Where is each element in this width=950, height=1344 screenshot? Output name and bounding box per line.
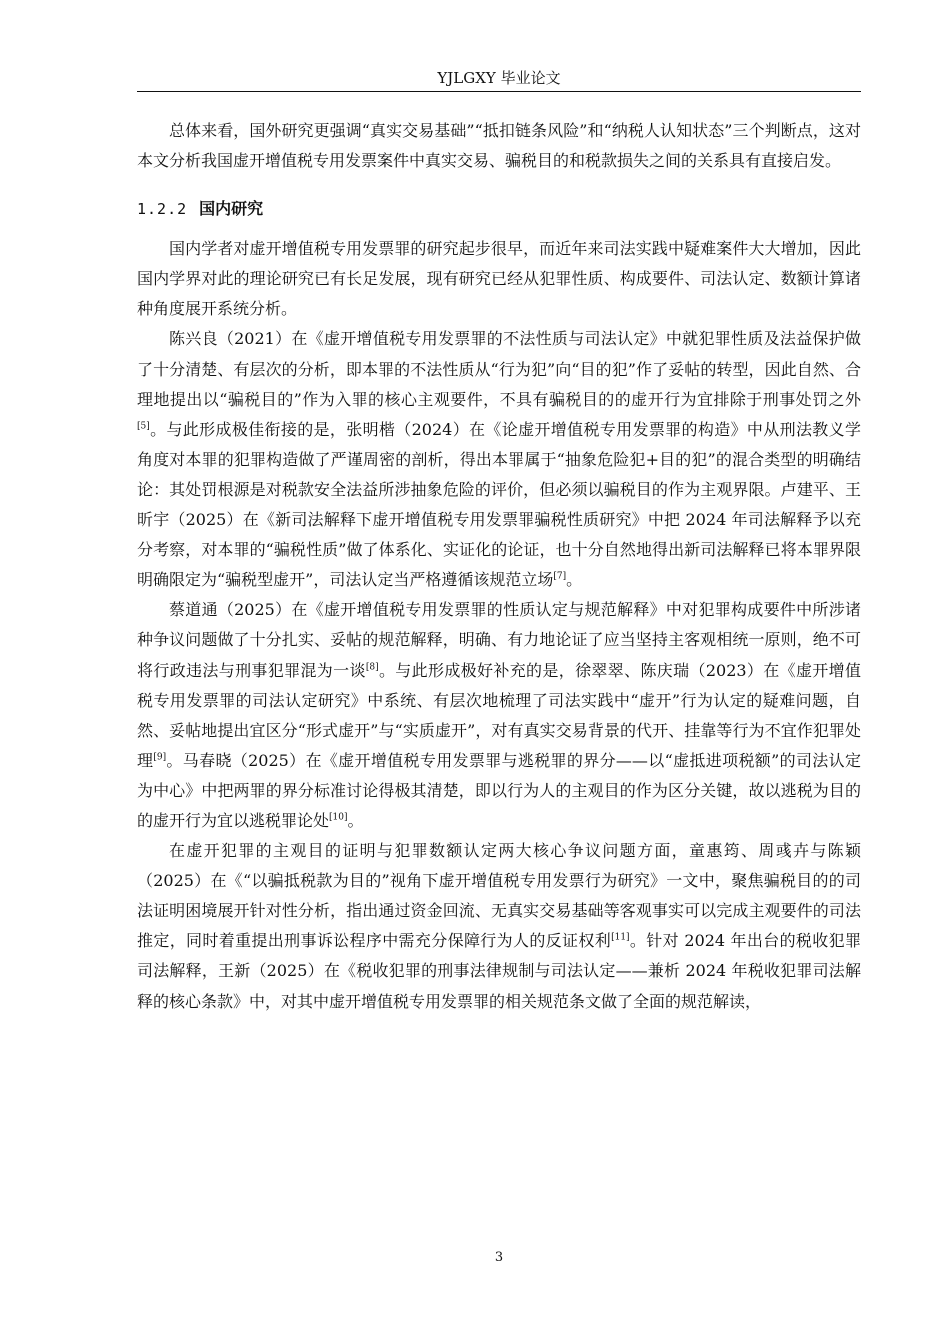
paragraph-5-text-a: 在虚开犯罪的主观目的证明与犯罪数额认定两大核心争议问题方面，童惠筠、周彧卉与陈颖（2025）在《“以骗抵税款为目的”视角下虚开增值税专用发票行为研究》一文中，聚焦骗税目的的司法证明困境展开针对性分析，指出通过资金回流、无真实交易基础等客观事实可以完成主观要件的司法推定，同时着重提出刑事诉讼程序中需充分保障行为人的反证权利 (137, 841, 861, 951)
page-footer (137, 1250, 861, 1265)
paragraph-4-text-d: 。 (347, 810, 364, 830)
citation-5: [5] (137, 421, 150, 432)
paragraph-1: 总体来看，国外研究更强调“真实交易基础”“抵扣链条风险”和“纳税人认知状态”三个判断点，这对本文分析我国虚开增值税专用发票案件中真实交易、骗税目的和税款损失之间的关系具有直接启发。 (137, 121, 861, 171)
paragraph-5-text-b: 。针对 2024 年出台的税收犯罪司法解释，王新（2025）在《税收犯罪的刑事法律规制与司法认定——兼析 2024 年税收犯罪司法解释的核心条款》中，对其中虚开增值税专用发票罪的相关规范条文做了全面的规范解读， (137, 931, 861, 1011)
section-title: 国内研究 (199, 199, 264, 219)
paragraph-5 (137, 836, 861, 1017)
paragraph-3-text-c: 。 (566, 570, 583, 590)
paragraph-4-text-b: 。与此形成极好补充的是，徐翠翠、陈庆瑞（2023）在《虚开增值税专用发票罪的司法认定研究》中系统、有层次地梳理了司法实践中“虚开”行为认定的疑难问题，自然、妥帖地提出宜区分“形式虚开”与“实质虚开”，对有真实交易背景的代开、挂靠等行为不宜作犯罪处理 (137, 660, 861, 770)
section-number: 1.2.2 (137, 200, 188, 219)
document-body (137, 116, 861, 1017)
citation-10: [10] (329, 812, 348, 823)
paragraph-4-text-a: 蔡道通（2025）在《虚开增值税专用发票罪的性质认定与规范解释》中对犯罪构成要件中所涉诸种争议问题做了十分扎实、妥帖的规范解释，明确、有力地论证了应当坚持主客观相统一原则，绝不可将行政违法与刑事犯罪混为一谈 (137, 600, 861, 680)
paragraph-3-text-a: 陈兴良（2021）在《虚开增值税专用发票罪的不法性质与司法认定》中就犯罪性质及法益保护做了十分清楚、有层次的分析，即本罪的不法性质从“行为犯”向“目的犯”作了妥帖的转型，因此自然、合理地提出以“骗税目的”作为入罪的核心主观要件，不具有骗税目的的虚开行为宜排除于刑事处罚之外 (137, 329, 861, 409)
paragraph-3 (137, 324, 861, 595)
header-divider (137, 91, 861, 92)
header-title: YJLGXY 毕业论文 (437, 69, 561, 87)
paragraph-2: 国内学者对虚开增值税专用发票罪的研究起步很早，而近年来司法实践中疑难案件大大增加，因此国内学界对此的理论研究已有长足发展，现有研究已经从犯罪性质、构成要件、司法认定、数额计算诸种角度展开系统分析。 (137, 239, 861, 319)
citation-8: [8] (365, 662, 379, 673)
paragraph-4-text-c: 。马春晓（2025）在《虚开增值税专用发票罪与逃税罪的界分——以“虚抵进项税额”的司法认定为中心》中把两罪的界分标准讨论得极其清楚，即以行为人的主观目的作为区分关键，故以逃税为目的的虚开行为宜以逃税罪论处 (137, 750, 861, 830)
section-heading (137, 194, 861, 224)
page-number: 3 (494, 1250, 504, 1265)
citation-9: [9] (153, 752, 167, 763)
paragraph-3-text-b: 。与此形成极佳衔接的是，张明楷（2024）在《论虚开增值税专用发票罪的构造》中从刑法教义学角度对本罪的犯罪构造做了严谨周密的剖析，得出本罪属于“抽象危险犯+目的犯”的混合类型的明确结论：其处罚根源是对税款安全法益所涉抽象危险的评价，但必须以骗税目的作为主观界限。卢建平、王昕宇（2025）在《新司法解释下虚开增值税专用发票罪骗税性质研究》中把 2024 年司法解释予以充分考察，对本罪的“骗税性质”做了体系化、实证化的论证，也十分自然地得出新司法解释已将本罪界限明确限定为“骗税型虚开”，司法认定当严格遵循该规范立场 (137, 419, 861, 590)
page-header (137, 68, 861, 88)
citation-7: [7] (553, 571, 567, 582)
paragraph-4 (137, 595, 861, 836)
citation-11: [11] (611, 933, 630, 944)
